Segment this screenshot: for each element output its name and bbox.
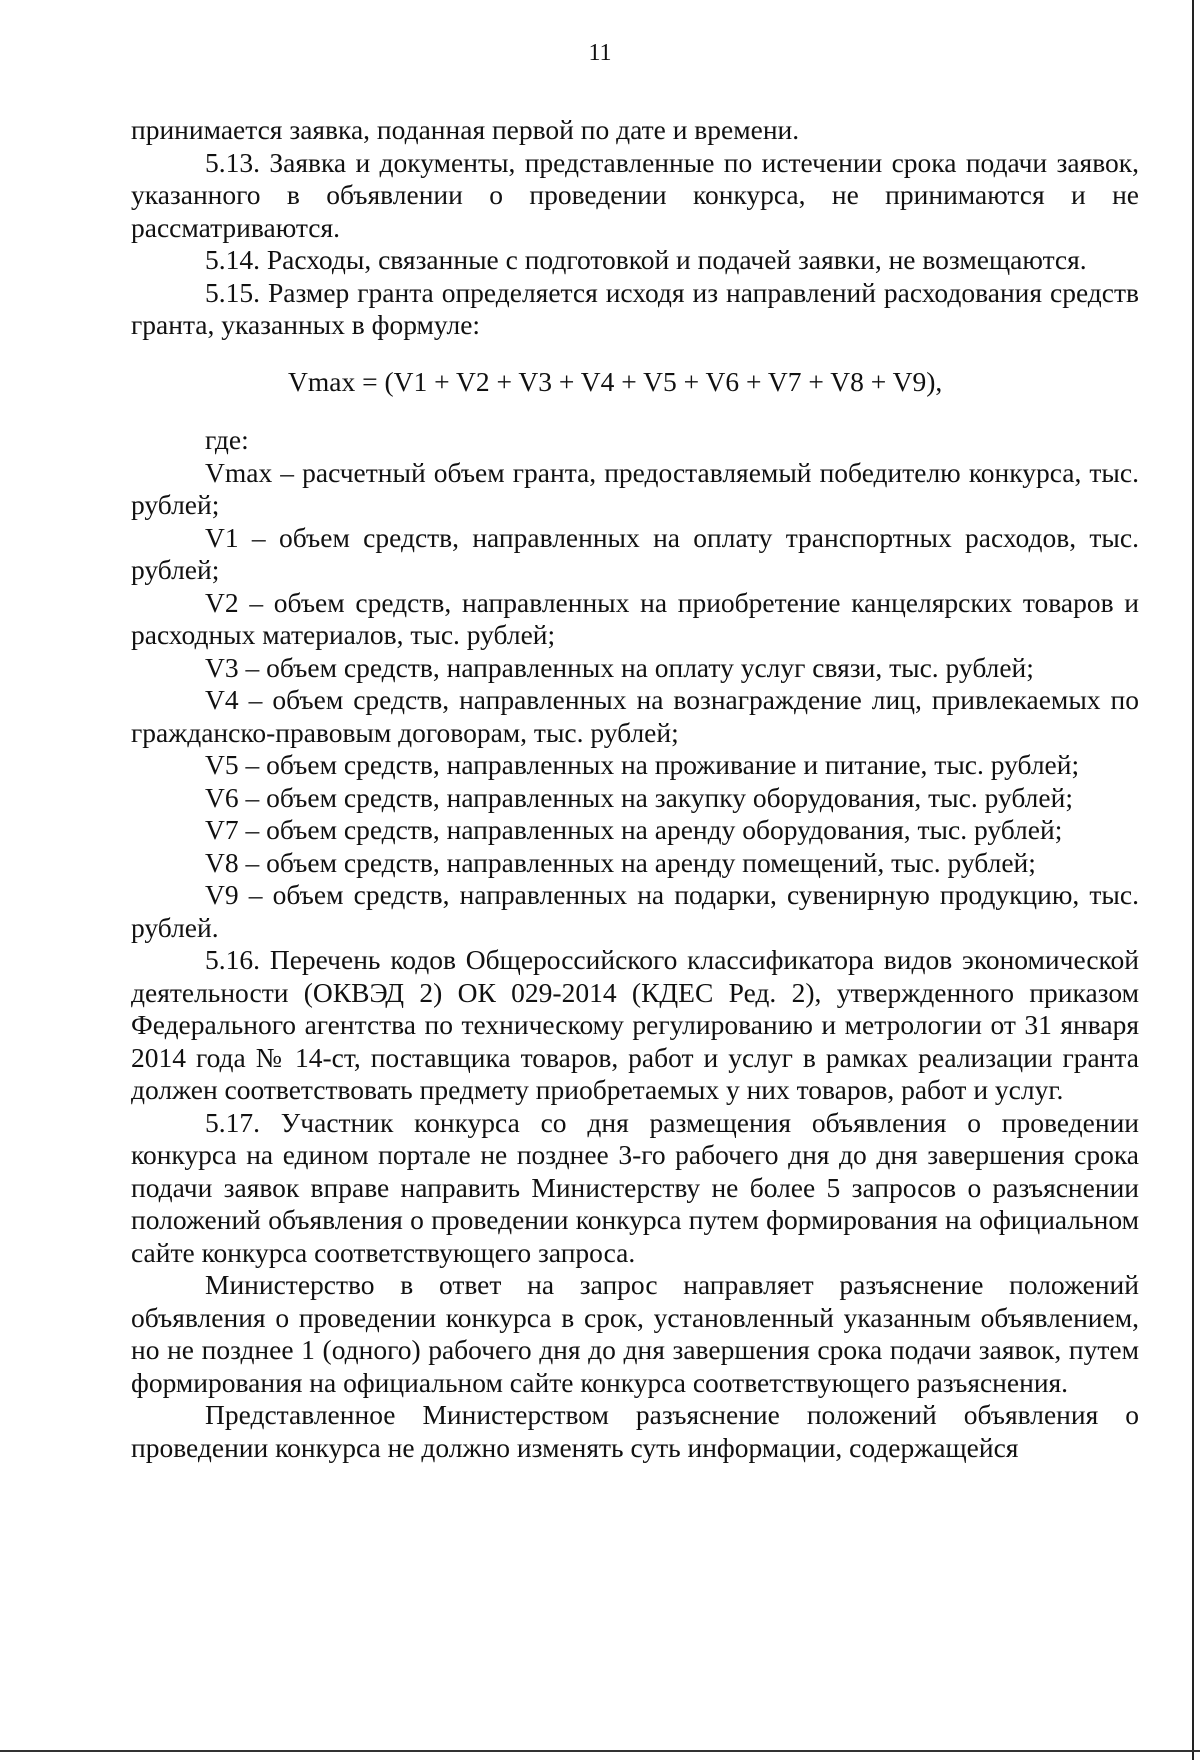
definition-v3: V3 – объем средств, направленных на оплату услуг связи, тыс. рублей; <box>205 651 1034 683</box>
definition-v9: V9 – объем средств, направленных на подарки, сувенирную продукцию, тыс. рублей. <box>131 879 1139 943</box>
definition-v4: V4 – объем средств, направленных на вознаграждение лиц, привлекаемых по гражданско-правовым договорам, тыс. рублей; <box>131 684 1139 748</box>
page-number: 11 <box>588 40 612 66</box>
where-label: где: <box>205 424 249 455</box>
paragraph-5-15: 5.15. Размер гранта определяется исходя из направлений расходования средств гранта, указанных в формуле: <box>131 276 1139 340</box>
paragraph-5-17: 5.17. Участник конкурса со дня размещения объявления о проведении конкурса на едином портале не позднее 3-го рабочего дня до дня завершения срока подачи заявок вправе направить Министерству не более 5 запросов о разъяснении положений объявления о проведении конкурса путем формирования на официальном сайте конкурса соответствующего запроса. <box>131 1106 1139 1268</box>
definition-vmax: Vmax – расчетный объем гранта, предоставляемый победителю конкурса, тыс. рублей; <box>131 456 1139 520</box>
definition-v6: V6 – объем средств, направленных на закупку оборудования, тыс. рублей; <box>205 781 1073 813</box>
document-body <box>131 114 1139 1464</box>
paragraph-ministry-response: Министерство в ответ на запрос направляет разъяснение положений объявления о проведении конкурса в срок, установленный указанным объявлением, но не позднее 1 (одного) рабочего дня до дня завершения срока подачи заявок, путем формирования на официальном сайте конкурса соответствующего разъяснения. <box>131 1269 1139 1398</box>
paragraph-5-16: 5.16. Перечень кодов Общероссийского классификатора видов экономической деятельности (ОКВЭД 2) ОК 029-2014 (КДЕС Ред. 2), утвержденного приказом Федерального агентства по техническому регулированию и метрологии от 31 января 2014 года № 14-ст, поставщика товаров, работ и услуг в рамках реализации гранта должен соответствовать предмету приобретаемых у них товаров, работ и услуг. <box>131 944 1139 1105</box>
paragraph-clarification: Представленное Министерством разъяснение положений объявления о проведении конкурса не должно изменять суть информации, содержащейся <box>131 1399 1139 1463</box>
paragraph-5-13: 5.13. Заявка и документы, представленные по истечении срока подачи заявок, указанного в объявлении о проведении конкурса, не принимаются и не рассматриваются. <box>131 146 1139 243</box>
page-edge-bottom <box>0 1750 1200 1752</box>
grant-formula: Vmax = (V1 + V2 + V3 + V4 + V5 + V6 + V7 + V8 + V9), <box>288 365 943 397</box>
definition-v7: V7 – объем средств, направленных на аренду оборудования, тыс. рублей; <box>205 814 1063 845</box>
paragraph-continuation: принимается заявка, поданная первой по дате и времени. <box>131 114 800 145</box>
definition-v8: V8 – объем средств, направленных на аренду помещений, тыс. рублей; <box>205 846 1036 878</box>
page-edge-right <box>1192 0 1194 1760</box>
definition-v1: V1 – объем средств, направленных на оплату транспортных расходов, тыс. рублей; <box>131 521 1139 585</box>
definition-v5: V5 – объем средств, направленных на проживание и питание, тыс. рублей; <box>205 749 1080 780</box>
definition-v2: V2 – объем средств, направленных на приобретение канцелярских товаров и расходных материалов, тыс. рублей; <box>131 586 1139 650</box>
paragraph-5-14: 5.14. Расходы, связанные с подготовкой и подачей заявки, не возмещаются. <box>205 244 1087 275</box>
